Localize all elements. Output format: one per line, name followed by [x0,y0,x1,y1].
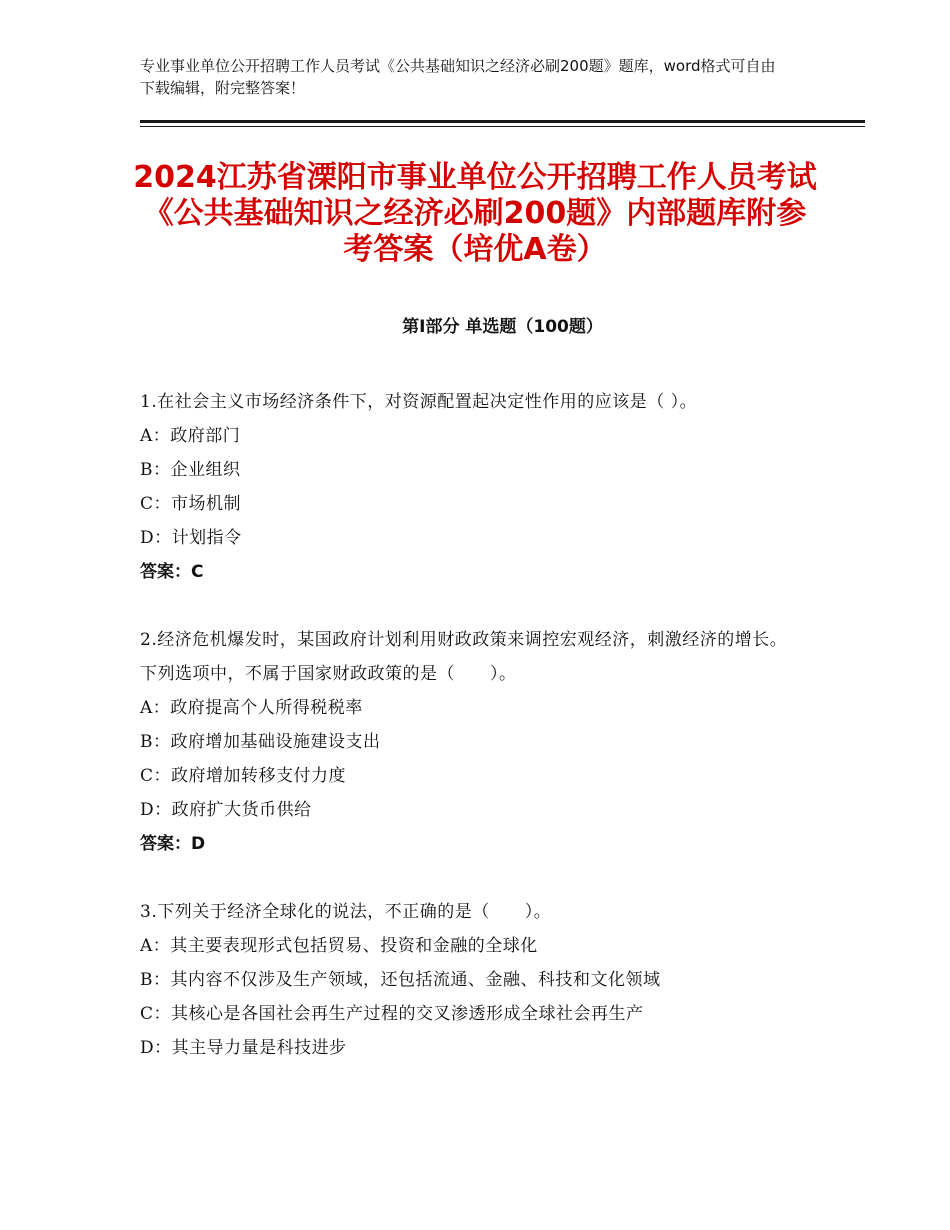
option-a: A：政府提高个人所得税税率 [140,698,363,718]
question-2 [140,623,800,861]
question-stem: 2.经济危机爆发时，某国政府计划利用财政政策来调控宏观经济，刺激经济的增长。下列选项中，不属于国家财政政策的是（ ）。 [140,630,788,684]
question-list [140,385,800,1099]
question-3 [140,895,800,1065]
option-b: B：其内容不仅涉及生产领域，还包括流通、金融、科技和文化领域 [140,970,661,990]
header-rule-thick [140,120,865,123]
question-1 [140,385,800,589]
option-c: C：市场机制 [140,494,242,514]
option-d: D：其主导力量是科技进步 [140,1038,347,1058]
option-d: D：政府扩大货币供给 [140,800,312,820]
option-c: C：其核心是各国社会再生产过程的交叉渗透形成全球社会再生产 [140,1004,644,1024]
header-note: 专业事业单位公开招聘工作人员考试《公共基础知识之经济必刷200题》题库，word格式可自由下载编辑，附完整答案！ [140,57,776,97]
option-a: A：其主要表现形式包括贸易、投资和金融的全球化 [140,936,538,956]
question-stem: 3.下列关于经济全球化的说法，不正确的是（ ）。 [140,902,552,922]
header-rule-thin [140,126,865,127]
section-title: 第Ⅰ部分 单选题（100题） [402,317,603,337]
option-b: B：企业组织 [140,460,241,480]
answer-text: 答案：D [140,834,206,854]
option-d: D：计划指令 [140,528,242,548]
option-b: B：政府增加基础设施建设支出 [140,732,381,752]
option-c: C：政府增加转移支付力度 [140,766,347,786]
document-title: 2024江苏省溧阳市事业单位公开招聘工作人员考试《公共基础知识之经济必刷200题》内部题库附参考答案（培优A卷） [133,160,817,267]
answer-text: 答案：C [140,562,204,582]
question-stem: 1.在社会主义市场经济条件下，对资源配置起决定性作用的应该是（ ）。 [140,392,698,412]
option-a: A：政府部门 [140,426,241,446]
